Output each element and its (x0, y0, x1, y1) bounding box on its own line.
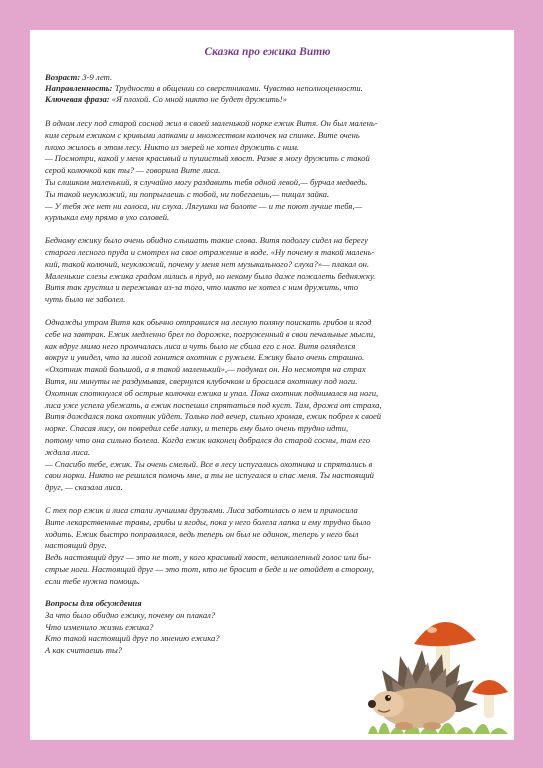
hedgehog-foot-icon (395, 722, 413, 730)
story-line: чуть было не заболел. (45, 294, 126, 305)
age-line (45, 72, 500, 83)
story-line: — Посмотри, какой у меня красивый и пушистый хвост. Разве я могу дружить с такой (45, 153, 370, 164)
story-line: Витя так грустил и переживал из-за того, что никто не хотел с ним дружить, что (45, 282, 358, 293)
story-line: настоящий друг. (45, 540, 107, 551)
page-title: Сказка про ежика Витю (204, 46, 331, 58)
mushroom-cap-icon (414, 622, 476, 646)
story-line: Бедному ежику было очень обидно слышать такие слова. Витя подолгу сидел на берегу (45, 235, 368, 246)
story-line: Вите лекарственные травы, грибы и ягоды, пока у него болела лапка и ему трудно было (45, 516, 371, 527)
hedgehog-face-icon (372, 691, 404, 717)
story-line: Охотник споткнулся об острые колючки ежика и упал. Пока охотник поднимался на ноги, (45, 387, 379, 398)
story-line: Ведь настоящий друг — это не тот, у кого красивый хвост, великолепный голос или бы- (45, 552, 372, 563)
questions-heading: Вопросы для обсуждения (45, 598, 142, 609)
story-line: В одном лесу под старой сосной жил в своей маленькой норке ежик Витя. Он был малень- (45, 118, 378, 128)
story-body (45, 118, 500, 587)
story-line: стрые ноги. Настоящий друг — это тот, кто не бросит в беде и не отойдет в сторону, (45, 563, 374, 574)
story-line: «Охотник такой большой, а я такой маленький»,— подумал он. Но несмотря на страх (45, 364, 366, 375)
story-line: свои норки. Никто не решился помочь мне, а ты не испугался и спас меня. Ты настоящий (45, 470, 374, 481)
story-line: вокруг и увидел, что за лисой гонится охотник с ружьем. Ежику было очень страшно. (45, 352, 365, 363)
story-line: Ты такой неуклюжий, ни попрыгаешь с тобой, ни побегаешь,— пищал зайка. (45, 188, 330, 199)
story-line: Однажды утром Витя как обычно отправился на лесную поляну поискать грибов и ягод (45, 316, 372, 327)
story-line: как вдруг мимо него промчалась лиса и чуть было не сбила его с ног. Витя огляделся (45, 340, 356, 351)
hedgehog-nose-icon (368, 700, 376, 708)
story-paragraph (45, 118, 500, 224)
story-line: С тех пор ежик и лиса стали лучшими друзьями. Лиса заботилась о нем и приносила (45, 504, 358, 515)
key-phrase-label: Ключевая фраза: (45, 94, 110, 104)
document-page (30, 30, 514, 740)
story-line: плохо жилось в этом лесу. Никто из зверей не хотел дружить с ним. (45, 141, 299, 152)
story-paragraph (45, 317, 500, 494)
direction-value: Трудности в общении со сверстниками. Чувство неполноценности. (112, 83, 363, 93)
key-phrase-value: «Я плохой. Со мной никто не будет дружить!» (109, 94, 287, 104)
story-line: Ты слишком маленький, я случайно могу раздавить тебя одной левой,— бурчал медведь. (45, 176, 368, 187)
question-item: А как считаешь ты? (45, 644, 123, 655)
question-item: Что изменило жизнь ежика? (45, 621, 154, 632)
direction-label: Направленность: (45, 83, 113, 93)
age-label: Возраст: (45, 72, 81, 82)
hedgehog-illustration (348, 600, 514, 740)
story-line: ходить. Ежик быстро поправлялся, ведь теперь он был не одинок, теперь у него был (45, 528, 359, 539)
story-line: друг, — сказала лиса. (45, 482, 123, 493)
small-mushroom-cap-icon (472, 680, 508, 695)
story-line: — Спасибо тебе, ежик. Ты очень смелый. Все в лесу испугались охотника и спрятались в (45, 458, 373, 469)
story-line: норке. Спасая лису, он повредил себе лапку, и теперь ему было очень трудно идти, (45, 423, 349, 434)
question-item: Кто такой настоящий друг по мнению ежика? (45, 633, 220, 644)
age-value: 3-9 лет. (80, 72, 113, 82)
story-line: Маленькие слезы ежика градом лились в пруд, но некому было даже пожалеть бедняжку. (45, 270, 376, 281)
key-phrase-line (45, 94, 500, 105)
hedgehog-eye-icon (385, 695, 391, 701)
story-line: старого лесного пруда и смотрел на свое отражение в воде. «Ну почему я такой малень- (45, 246, 375, 257)
hedgehog-foot-icon (423, 722, 441, 730)
story-line: кий, такой колючий, неуклюжий, почему у меня нет музыкального? слуха?»— плакал он. (45, 258, 370, 269)
story-line: серой колючкой как ты? — говорила Вите лиса. (45, 165, 221, 176)
story-line: себе на завтрак. Ежик медленно брел по дорожке, погруженный в свои печальные мысли, (45, 328, 376, 339)
story-line: ждала лиса. (45, 446, 91, 457)
story-line: ким серым ежиком с кривыми лапками и множеством колючек на спинке. Вите очень (45, 129, 360, 140)
story-paragraph (45, 235, 500, 306)
story-line: Витя, ни минуты не раздумывая, свернулся клубочком и бросился охотнику под ноги. (45, 375, 358, 386)
story-line: Витя дождался пока охотник уйдет. Только под вечер, сильно хромая, ежик побрел к своей (45, 411, 382, 422)
story-line: потому что она сильно болела. Когда ежик наконец добрался до старой сосны, там его (45, 434, 371, 445)
story-line: если тебе нужна помощь. (45, 575, 141, 586)
story-line: — У тебя же нет ни голоса, ни слуха. Лягушки на болоте — и те поют лучше тебя,— (45, 200, 363, 211)
story-paragraph (45, 505, 500, 588)
story-meta (45, 72, 500, 105)
story-line: курлыкал ему прямо в ухо соловей. (45, 212, 170, 223)
direction-line (45, 83, 500, 94)
question-item: За что было обидно ежику, почему он плакал? (45, 610, 216, 621)
story-line: лиса уже успела убежать, а ежик поспешил спрятаться под куст. Там, дрожа от страха, (45, 399, 382, 410)
